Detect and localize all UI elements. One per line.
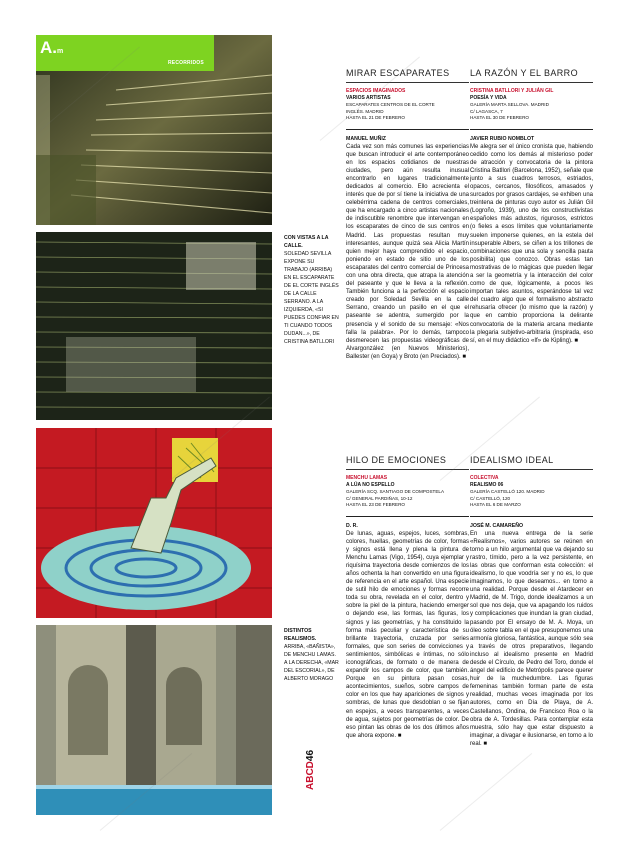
article-meta-line: INGLÉS. MADRID [346, 108, 384, 114]
article-kicker: MENCHU LAMAS [346, 475, 388, 481]
article-meta-line: HASTA EL 6 DE MARZO [470, 502, 521, 507]
caption-realismos: DISTINTOS REALISMOS. ARRIBA, «BAÑISTA», DE MENCHU LAMAS. A LA DERECHA, «MAR DEL ESCORIAL», DE ALBERTO MORAGO [284, 628, 339, 682]
watermark-line [440, 753, 533, 831]
article-body: En una nueva entrega de la serie «Realismos», varios autores se reúnen en torno a un hilo argumental que va dejando su rastro, tímido, pero a la vez persistente, en las obras que conforman esta colección: el idealismo, lo que voodría ser y no es, lo que imaginamos, lo que deseamos... en torno a una realidad. Porque desde el Atardecer en Madrid, de M. Trigo, donde idealizamos a un sol que nos deja, que va apagando los ruidos y complicaciones que inundan la gran ciudad, pasando por El ensayo de M. A. Moya, un óleo sobre tabla en el que presuponemos una armonía gloriosa, fantástica, aunque sólo sea a través de otros preparativos, llegando incluso al idealismo presente en Madrid desde el Círculo, de Pedro del Toro, donde el ángel del edificio de Metrópolis parece querer huir de la muchedumbre. Las figuras femeninas también forman parte de esta realidad, muchas veces imaginada por los autores, como en Día de Playa, de A. Castellanos, Ondina, de Francisco Roa o la obra de A. Tordesillas. Para contemplar esta muestra, sólo hay que estar dispuesto a imaginar, a divagar e ilusionarse, en torno a lo real. ■ [470, 530, 593, 747]
photo-mar-del-escorial [36, 625, 272, 815]
divider [346, 516, 469, 517]
article-kicker: ESPACIOS IMAGINADOS [346, 88, 406, 94]
article-meta-line: HASTA EL 30 DE FEBRERO [470, 115, 529, 120]
article-title: IDEALISMO IDEAL [470, 455, 593, 470]
article-exhibition: VARIOS ARTISTAS [346, 95, 391, 101]
divider [470, 129, 593, 130]
divider [470, 516, 593, 517]
article-meta-line: C/ LAGASCA, 7 [470, 108, 503, 114]
article-exhibition: A LÚA NO ESPELLO [346, 482, 395, 488]
article-title: HILO DE EMOCIONES [346, 455, 469, 470]
article-meta-line: HASTA EL 21 DE FEBRERO [346, 115, 405, 120]
article-meta-line: HASTA EL 23 DE FEBRERO [346, 502, 405, 507]
article-meta-line: C/ CASTELLÓ, 120 [470, 495, 511, 501]
article-idealismo-ideal [470, 455, 593, 748]
caption-vistas: CON VISTAS A LA CALLE. SOLEDAD SEVILLA EXPONE SU TRABAJO (ARRIBA) EN EL ESCAPARATE DE EL CORTE INGLÉS DE LA CALLE SERRANO. A LA IZQUIERDA, «SI PUEDES CONFIAR EN TI CUANDO TODOS DUDAN...», DE CRISTINA BATLLORI [284, 235, 339, 345]
article-author: JAVIER RUBIO NOMBLOT [470, 135, 535, 142]
section-label: RECORRIDOS [168, 60, 204, 66]
section-logo: A.m [40, 38, 64, 57]
article-meta-line: GALERÍA MARTA SELLOVA. MADRID [470, 102, 549, 107]
article-meta-line: GALERÍA SCQ. SANTIAGO DE COMPOSTELA [346, 489, 445, 494]
article-meta-line: ESCAPARATES CENTROS DE EL CORTE [346, 102, 435, 107]
article-exhibition: REALISMO 06 [470, 482, 504, 488]
article-kicker: CRISTINA BATLLORI Y JULIÁN GIL [470, 88, 554, 94]
article-kicker: COLECTIVA [470, 475, 499, 481]
article-body: De lunas, aguas, espejos, luces, sombras, colores, huellas, geometrías de color, formas y signos está llena y plena la pintura de Menchu Lamas (Vigo, 1954), cuya ejemplar y riquísima trayectoria desde comienzos de los años ochenta la han convertido en una figura de referencia en el arte español. Una especie de sutil hilo de emociones y formas recorre toda su obra, revelada en el color, dentro y sobre la piel de la pintura, haciendo emerger o dejando ese, las formas, las figuras, los signos y las geometrías, y ha constituido la forma más peculiar y característica de su brillante trayectoria, cruzada por series formales, que son series de convicciones y sentimientos, simbólicas e íntimas, no sólo iconográficas, de formato o de manera de expandir los campos de color, que también. Porque en su pintura pasan cosas, acontecimientos, sueños, sobre campos de color en los que hay apariciones de signos y sombras, de lunas que desdoblan o se fijan en espejos, a veces transparentes, a veces de agua, sujetos por geometrías de color. De eso pintan las obras de los dos últimos años que ahora expone. ■ [346, 530, 469, 739]
divider [346, 129, 469, 130]
article-meta-line: C/ GENERAL PARDIÑAS, 10-12 [346, 495, 413, 501]
article-body: Me alegra ser el único cronista que, habiendo cedido como los demás al misterioso poder de atracción y convocatoria de la pintora Cristina Batllori (Barcelona, 1952), señale que junto a sus cuadros terrosos, estriados, opacos, cercanos, filosóficos, amasados y surcados por grasos cardajes, se exhiben una treintena de pinturas cuyo autor es Julián Gil (Logroño, 1939), uno de los constructivistas españoles más adustos, rigurosos, estrictos (o fieles a esos límites que voluntariamente suelen imponerse quienes, en la estela del insuperable Albers, se ciñen a los trillones de combinaciones que una sola y sencilla pauta posibilita) que conozco. Obras estas tan mostrativas de lo mágicas que pueden llegar a ser la geometría y la interacción del color como de que, lógicamente, a pocos les importan tales asuntos, esperándose tal vez del cuadro algo que el formalismo abstracto rehusaría ofrecer (lo mismo que la razón) y que en cambio proporciona la delirante convocatoria de la materia arcana mediante la plegaria subjetivo-arbitraria (inspirada, eso sí, en el muy didáctico «If» de Kipling). ■ [470, 143, 593, 344]
article-mirar-escaparates [346, 68, 469, 361]
article-la-razon-y-el-barro [470, 68, 593, 345]
article-exhibition: POESÍA Y VIDA [470, 95, 507, 101]
article-author: JOSÉ M. CAMAREÑO [470, 522, 524, 529]
article-title: LA RAZÓN Y EL BARRO [470, 68, 593, 83]
page-number: ABCD46 [305, 749, 316, 790]
photo-banista-painting [36, 428, 272, 618]
article-author: D. R. [346, 522, 358, 529]
article-author: MANUEL MUÑIZ [346, 135, 386, 142]
article-body: Cada vez son más comunes las experiencias que buscan introducir el arte contemporáneo en los espacios cotidianos de nuestras ciudades, pero aún resulta inusual encontrarlo en lugares tradicionalmente dedicados al comercio. Ello acrecienta el interés que de por sí tiene la iniciativa de una celebérrima cadena de centros comerciales, que ha encargado a cinco artistas nacionales de indiscutible renombre que intervengan en los escaparates de cinco de sus centros en Madrid. Las propuestas resultan muy interesantes, aunque quizá sea Alicia Martín quien mejor haya comprendido el espacio, poniendo en estado de sitio uno de los escaparates del centro comercial de Princesa con una obra directa, que atrapa la atención del paseante y que le lleva a la reflexión. También funciona a la perfección el espacio creado por Soledad Sevilla en la calle Serrano, creando un pasillo en el que el paseante se adentra, sumergido por la presencia y el sonido de su mensaje: «Nos falla la palabra». Por lo demás, tampoco desmerecen las propuestas videográficas de Alvargonzález (en Nuevos Ministerios), Ballester (en Goya) y Broto (en Preciados). ■ [346, 143, 469, 360]
article-hilo-de-emociones [346, 455, 469, 740]
article-title: MIRAR ESCAPARATES [346, 68, 469, 83]
article-meta-line: GALERÍA CASTELLÓ 120. MADRID [470, 489, 545, 494]
photo-batllori-painting [36, 232, 272, 420]
